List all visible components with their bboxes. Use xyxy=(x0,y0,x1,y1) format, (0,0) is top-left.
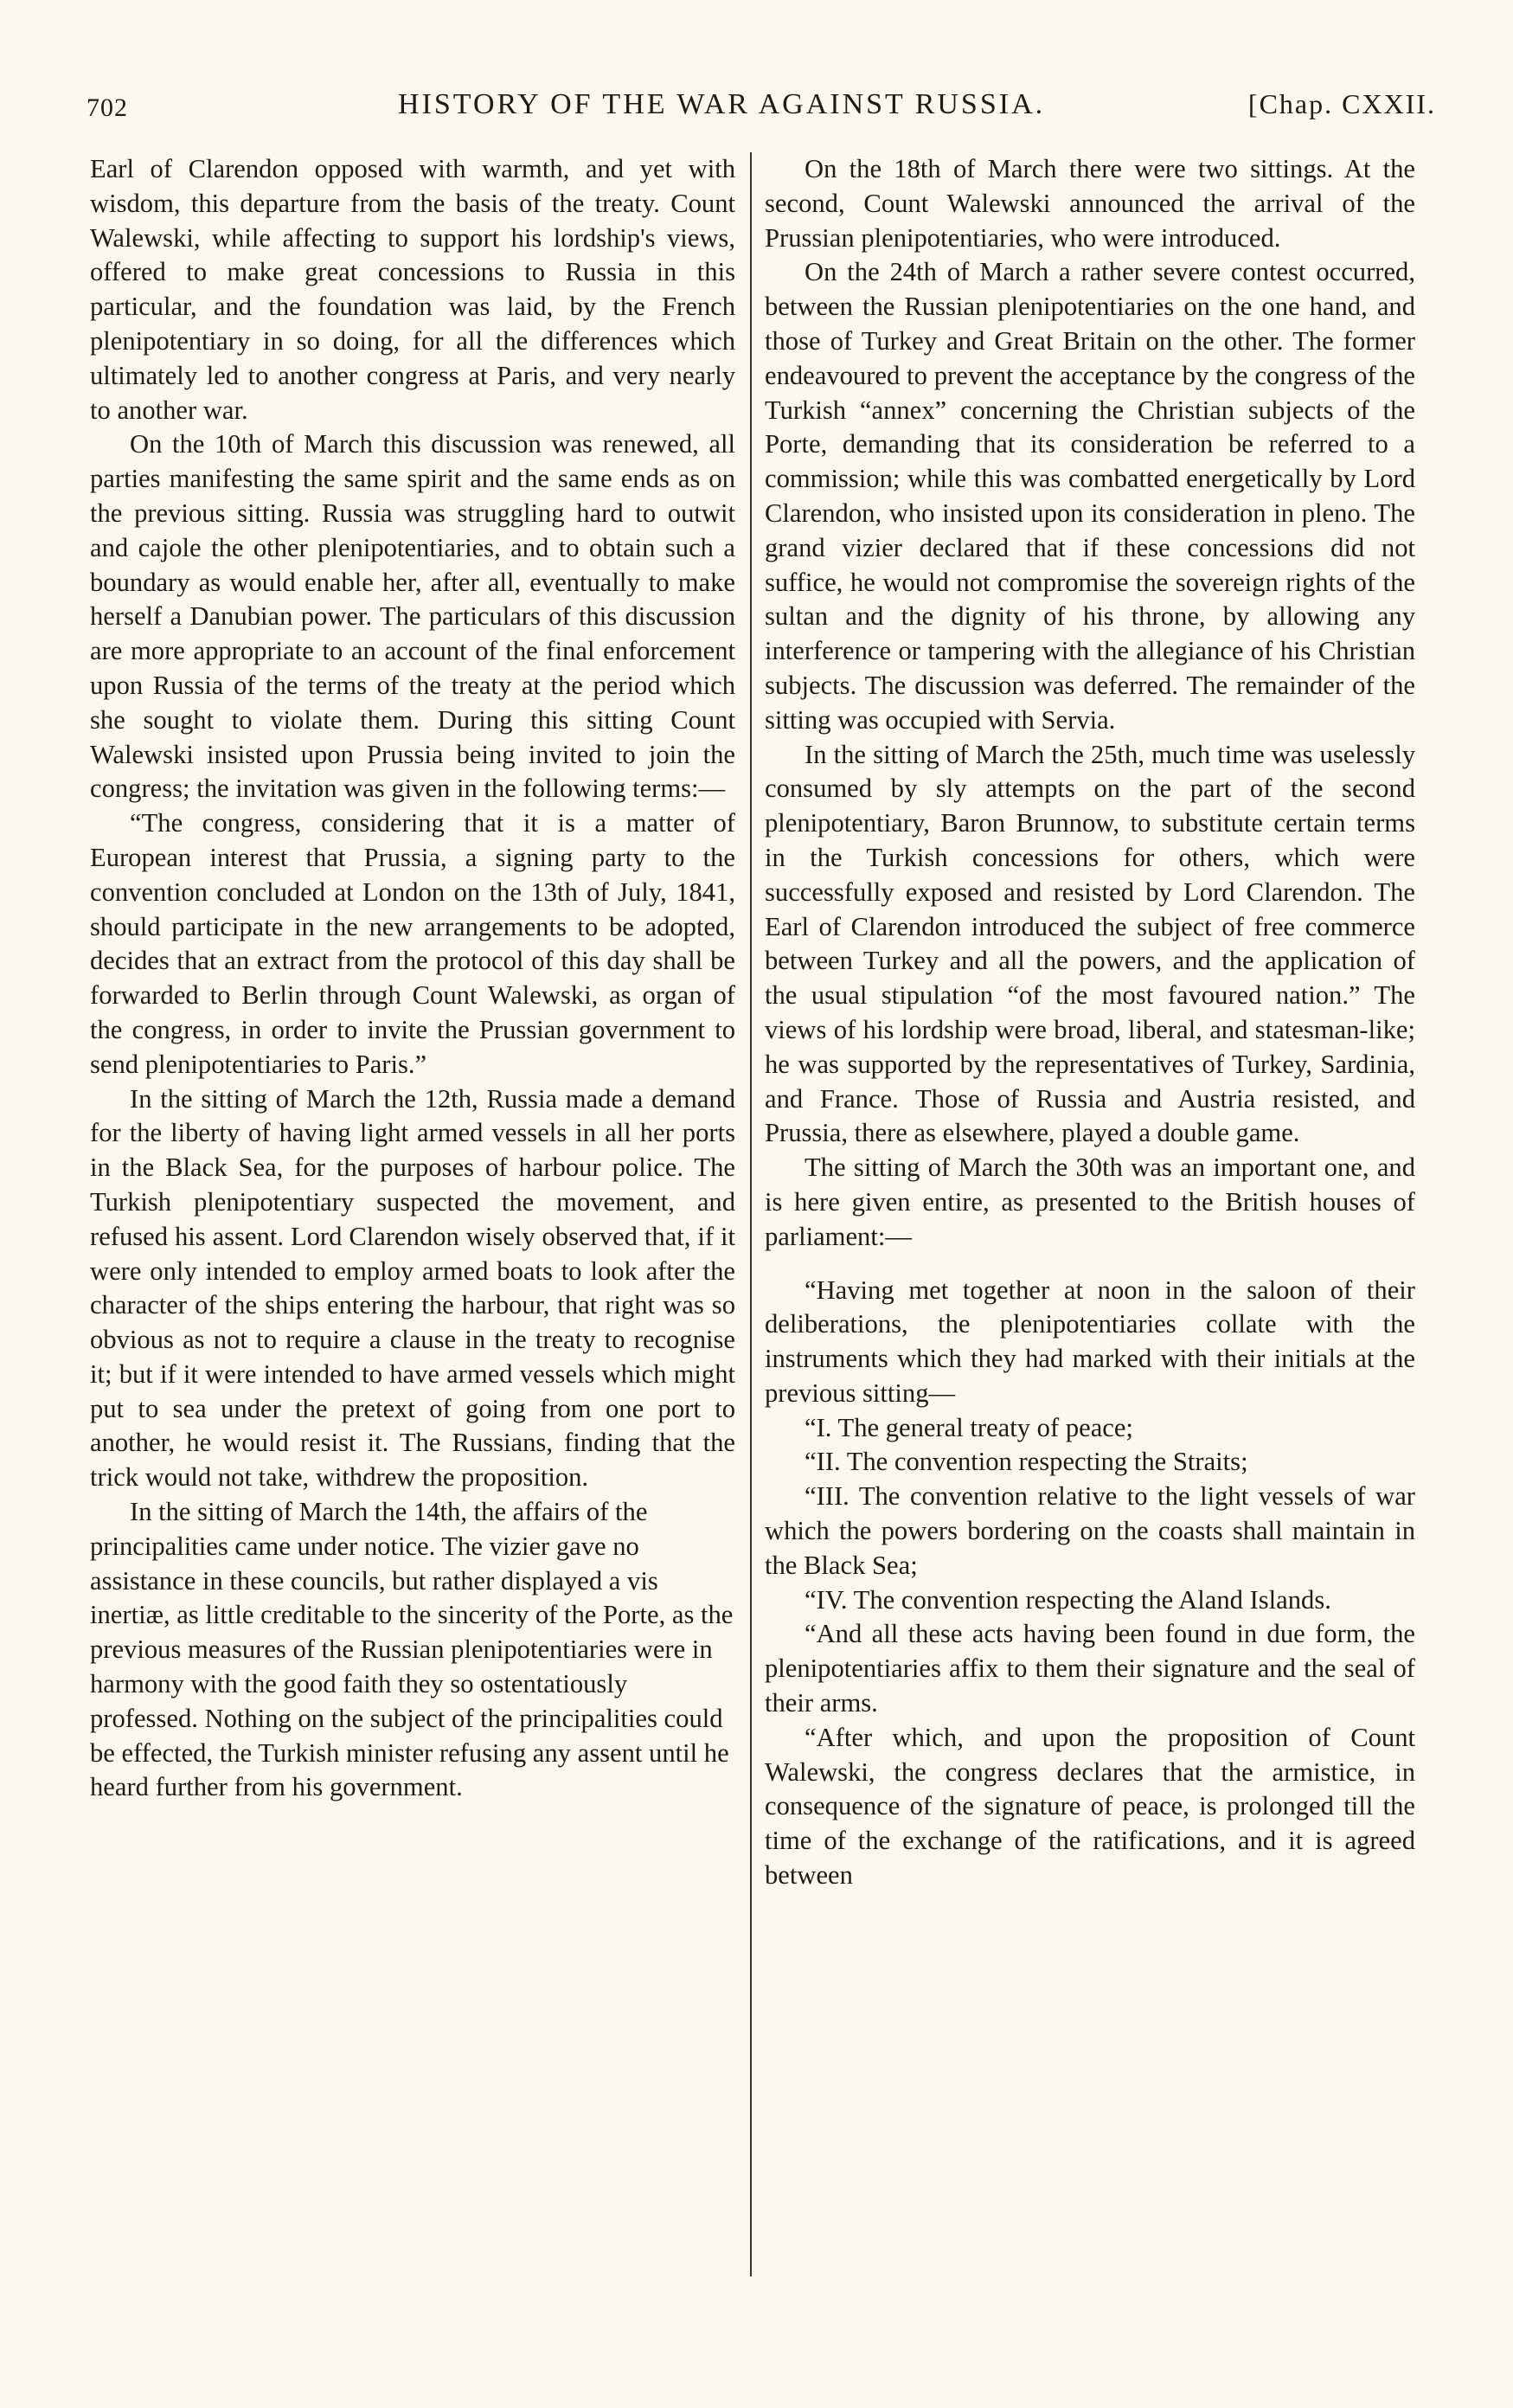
paragraph: The sitting of March the 30th was an important one, and is here given entire, as presented to the British houses of parliament:— xyxy=(765,1153,1415,1251)
column-divider xyxy=(750,152,752,2276)
running-title: HISTORY OF THE WAR AGAINST RUSSIA. xyxy=(398,88,1046,120)
right-column xyxy=(765,152,1415,1893)
page-number: 702 xyxy=(87,93,128,122)
quoted-paragraph: “And all these acts having been found in due form, the plenipotentiaries affix to them their signature and the seal of their arms. xyxy=(765,1619,1415,1718)
paragraph: On the 24th of March a rather severe contest occurred, between the Russian plenipotentiaries on the one hand, and those of Turkey and Great Britain on the other. The former endeavoured to prevent the acceptance by the congress of the Turkish “annex” concerning the Christian subjects of the Porte, demanding that its consideration be referred to a commission; while this was combatted energetically by Lord Clarendon, who insisted upon its consideration in pleno. The grand vizier declared that if these concessions did not suffice, he would not compromise the sovereign rights of the sultan and the dignity of his throne, by allowing any interference or tampering with the allegiance of his Christian subjects. The discussion was deferred. The remainder of the sitting was occupied with Servia. xyxy=(765,257,1415,735)
quoted-paragraph: “After which, and upon the proposition of Count Walewski, the congress declares that the armistice, in consequence of the signature of peace, is prolonged till the time of the exchange of the ratifications, and it is agreed between xyxy=(765,1722,1415,1891)
paragraph: Earl of Clarendon opposed with warmth, and yet with wisdom, this departure from the basis of the treaty. Count Walewski, while affecting to support his lordship's views, offered to make great concessions to Russia in this particular, and the foundation was laid, by the French plenipotentiary in so doing, for all the differences which ultimately led to another congress at Paris, and very nearly to another war. xyxy=(90,154,735,425)
list-item: “IV. The convention respecting the Aland Islands. xyxy=(805,1584,1331,1615)
paragraph: In the sitting of March the 25th, much time was uselessly consumed by sly attempts on the part of the second plenipotentiary, Baron Brunnow, to substitute certain terms in the Turkish concessions for others, which were successfully exposed and resisted by Lord Clarendon. The Earl of Clarendon introduced the subject of free commerce between Turkey and all the powers, and the application of the usual stipulation “of the most favoured nation.” The views of his lordship were broad, liberal, and statesman-like; he was supported by the representatives of Turkey, Sardinia, and France. Those of Russia and Austria resisted, and Prussia, there as elsewhere, played a double game. xyxy=(765,739,1415,1148)
list-item: “II. The convention respecting the Straits; xyxy=(805,1447,1248,1477)
list-item: “I. The general treaty of peace; xyxy=(805,1412,1133,1442)
paragraph: In the sitting of March the 12th, Russia made a demand for the liberty of having light armed vessels in all her ports in the Black Sea, for the purposes of harbour police. The Turkish plenipotentiary suspected the movement, and refused his assent. Lord Clarendon wisely observed that, if it were only intended to employ armed boats to look after the character of the ships entering the harbour, that right was so obvious as not to require a clause in the treaty to recognise it; but if it were intended to have armed vessels which might put to sea under the pretext of going from one port to another, he would resist it. The Russians, finding that the trick would not take, withdrew the proposition. xyxy=(90,1083,735,1493)
quoted-paragraph: “The congress, considering that it is a matter of European interest that Prussia, a signing party to the convention concluded at London on the 13th of July, 1841, should participate in the new arrangements to be adopted, decides that an extract from the protocol of this day shall be forwarded to Berlin through Count Walewski, as organ of the congress, in order to invite the Prussian government to send plenipotentiaries to Paris.” xyxy=(90,808,735,1079)
paragraph: On the 10th of March this discussion was renewed, all parties manifesting the same spirit and the same ends as on the previous sitting. Russia was struggling hard to outwit and cajole the other plenipotentiaries, and to obtain such a boundary as would enable her, after all, eventually to make herself a Danubian power. The particulars of this discussion are more appropriate to an account of the final enforcement upon Russia of the terms of the treaty at the period which she sought to violate them. During this sitting Count Walewski insisted upon Prussia being invited to join the congress; the invitation was given in the following terms:— xyxy=(90,429,735,804)
paragraph: In the sitting of March the 14th, the affairs of the principalities came under notice. The vizier gave no assistance in these councils, but rather displayed a vis inertiæ, as little creditable to the sincerity of the Porte, as the previous measures of the Russian plenipotentiaries were in harmony with the good faith they so ostentatiously professed. Nothing on the subject of the principalities could be effected, the Turkish minister refusing any assent until he heard further from his government. xyxy=(90,1497,734,1802)
chapter-label: [Chap. CXXII. xyxy=(1247,88,1436,119)
running-header xyxy=(87,83,1436,135)
left-column xyxy=(90,152,735,1805)
list-item: “III. The convention relative to the light vessels of war which the powers bordering on the coasts shall maintain in the Black Sea; xyxy=(765,1481,1415,1580)
quoted-paragraph: “Having met together at noon in the saloon of their deliberations, the plenipotentiaries collate with the instruments which they had marked with their initials at the previous sitting— xyxy=(765,1275,1415,1408)
paragraph: On the 18th of March there were two sittings. At the second, Count Walewski announced the arrival of the Prussian plenipotentiaries, who were introduced. xyxy=(765,154,1415,253)
